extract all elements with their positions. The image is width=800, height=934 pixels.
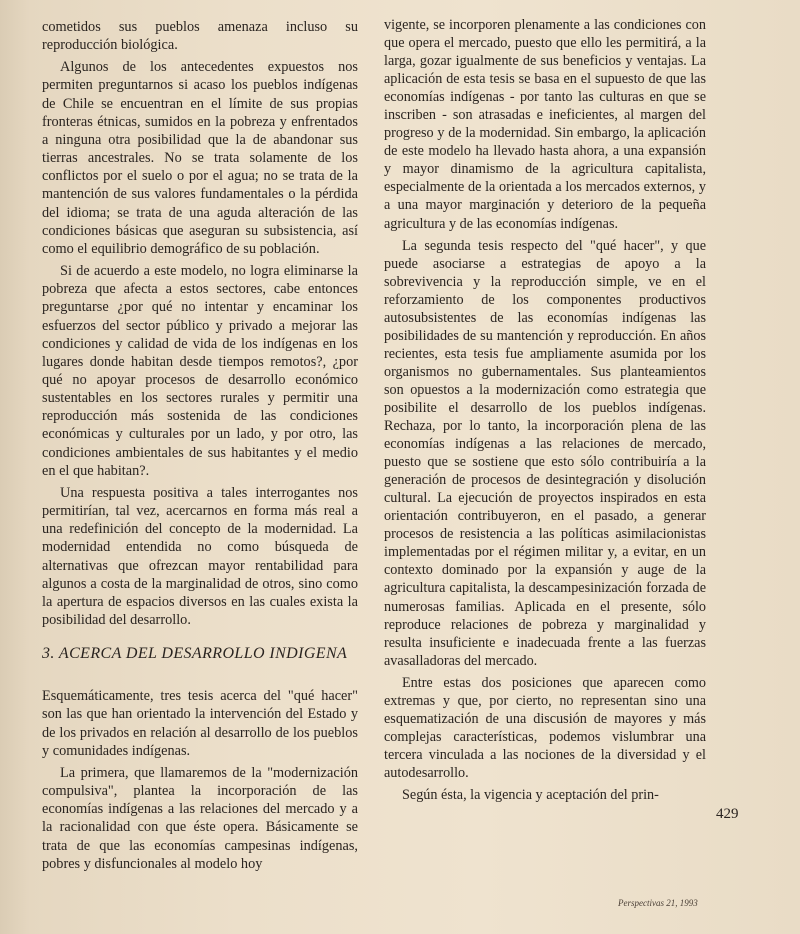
left-paragraph-2: Algunos de los antecedentes expuestos nos permiten preguntarnos si acaso los pueblos indígenas de Chile se encuentran en el límite de sus propias fronteras étnicas, sumidos en la pobreza y enfrentados a ninguna otra posibilidad que la de abandonar sus tierras ancestrales. No se trata solamente de los conflictos por el suelo o por el agua; no se trata de la mantención de sus valores fundamentales o la pérdida del idioma; se trata de una aguda alteración de las condiciones básicas que aseguran su subsistencia, así como el equilibrio demográfico de su población.: [42, 59, 358, 257]
left-paragraph-3: Si de acuerdo a este modelo, no logra eliminarse la pobreza que afecta a estos sectores, cabe entonces preguntarse ¿por qué no intentar y encaminar los esfuerzos del sector público y privado a mejorar las condiciones y calidad de vida de los indígenas en los lugares donde habitan desde tiempos remotos?, ¿por qué no apoyar procesos de desarrollo económico sustentables en los sectores rurales y permitir una reproducción más sostenida de las condiciones económicas y culturales por un lado, y por otro, las condiciones ambientales de sus habitantes y el medio en el que habitan?.: [42, 263, 358, 479]
right-paragraph-2: La segunda tesis respecto del "qué hacer", y que puede asociarse a estrategias de apoyo a la sobrevivencia y la reproducción simple, ve en el reforzamiento de los componentes productivos autosubsistentes de las economías indígenas las posibilidades de su mantención y reproducción. En años recientes, esta tesis fue ampliamente asumida por los organismos no gubernamentales. Sus planteamientos son opuestos a la modernización como estrategia que posibilite el desarrollo de los pueblos indígenas. Rechaza, por lo tanto, la incorporación plena de las economías indígenas a las relaciones de mercado, puesto que se sostiene que esto sólo contribuiría a la generación de procesos de desintegración y disolución cultural. La ejecución de proyectos inspirados en esta orientación contribuyeron, en el pasado, a generar procesos de resistencia a las políticas asimilacionistas implementadas por el régimen militar y, a evitar, en un contexto dominado por la expansión y auge de la agricultura capitalista, la descampesinización forzada de numerosas familias. Aplicada en el presente, sólo reproduce relaciones de pobreza y marginalidad y resulta insuficiente e inadecuada frente a las fuerzas avasalladoras del mercado.: [384, 237, 706, 669]
page-number: 429: [716, 806, 739, 822]
left-paragraph-4: Una respuesta positiva a tales interrogantes nos permitirían, tal vez, acercarnos en forma más real a una redefinición del concepto de la modernidad. La modernidad entendida no como búsqueda de alternativas que ofrezcan mayor rentabilidad para algunos a costa de la marginalidad de otros, sino como la apertura de espacios diversos en las cuales exista la posibilidad del desarrollo.: [42, 484, 358, 628]
left-paragraph-5: Esquemáticamente, tres tesis acerca del "qué hacer" son las que han orientado la intervención del Estado y de los privados en relación al desarrollo de los pueblos y comunidades indígenas.: [42, 688, 358, 759]
section-heading: 3. ACERCA DEL DESARROLLO INDIGENA: [42, 645, 348, 663]
page-gutter-shadow: [0, 0, 30, 934]
journal-footer: Perspectivas 21, 1993: [618, 898, 698, 908]
left-column: [42, 18, 358, 873]
right-column: [384, 16, 706, 804]
left-paragraph-6: La primera, que llamaremos de la "modernización compulsiva", plantea la incorporación de las economías indígenas a las relaciones del mercado y a la racionalidad con que éste opera. Básicamente se trata de que las economías campesinas indígenas, pobres y disfuncionales al modelo hoy: [42, 764, 358, 872]
left-paragraph-1: cometidos sus pueblos amenaza incluso su reproducción biológica.: [42, 19, 358, 54]
right-paragraph-4: Según ésta, la vigencia y aceptación del prin-: [402, 786, 659, 803]
right-paragraph-1: vigente, se incorporen plenamente a las condiciones con que opera el mercado, puesto que ello les permitirá, a la larga, gozar igualmente de sus beneficios y ventajas. La aplicación de esta tesis se basa en el supuesto de que las economías indígenas - por tanto las culturas en que se inscriben - son atrasadas e ineficientes, al margen del progreso y de la modernidad. Sin embargo, la aplicación de este modelo ha llevado hasta ahora, a una expansión y mayor dinamismo de la agricultura capitalista, especialmente de la orientada a los mercados externos, y a una mayor marginación y deterioro de la pequeña agricultura y de las economías indígenas.: [384, 17, 706, 232]
right-paragraph-3: Entre estas dos posiciones que aparecen como extremas y que, por cierto, no representan sino una esquematización de una discusión de mayores y más complejas características, podemos vislumbrar una tercera vinculada a las nociones de la diversidad y el autodesarrollo.: [384, 674, 706, 781]
